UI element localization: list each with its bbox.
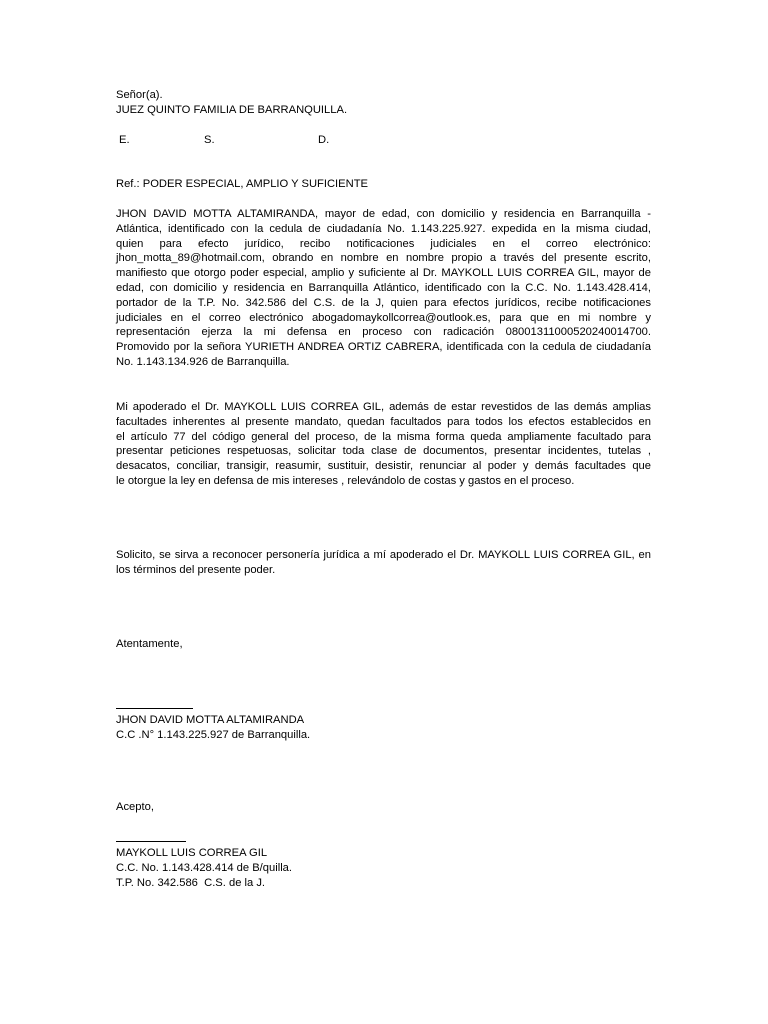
closing: Atentamente,	[116, 638, 183, 650]
paragraph-line: jhon_motta_89@hotmail.com, obrando en nombre en nombre propio a través del presente escrito,	[116, 252, 651, 265]
paragraph-request	[116, 548, 651, 578]
paragraph-line: presentar peticiones respetuosas, solicitar toda clase de documentos, presentar incidentes, tutelas ,	[116, 445, 651, 458]
signature-line	[116, 708, 193, 709]
acceptance-label-block	[116, 800, 651, 815]
attorney-signature-block	[116, 841, 651, 890]
paragraph-line: Mi apoderado el Dr. MAYKOLL LUIS CORREA GIL, además de estar revestidos de las demás amplias	[116, 401, 651, 413]
attorney-name: MAYKOLL LUIS CORREA GIL	[116, 847, 268, 859]
salutation: Señor(a).	[116, 89, 163, 101]
paragraph-line: representación ejerza la mi defensa en proceso con radicación 08001311000520240014700.	[116, 326, 651, 339]
esd-e: E.	[119, 134, 130, 146]
paragraph-line: Promovido por la señora YURIETH ANDREA ORTIZ CABRERA, identificada con la cedula de ciudadanía	[116, 341, 651, 354]
paragraph-line: judiciales en el correo electrónico abogadomaykollcorrea@outlook.es, para que en mi nombre y	[116, 311, 651, 324]
paragraph-line: edad, con domicilio y residencia en Barranquilla Atlántico, identificado con la C.C. No. 1.143.428.414,	[116, 281, 651, 294]
paragraph-line: facultades inherentes al presente mandato, quedan facultados para todos los efectos establecidos en	[116, 415, 651, 428]
paragraph-line: Atlántica, identificado con la cedula de ciudadanía No. 1.143.225.927. expedida en la misma ciudad,	[116, 222, 651, 235]
esd-s: S.	[204, 134, 215, 146]
addressee-block	[116, 88, 651, 118]
esd-d: D.	[318, 134, 330, 146]
paragraph-line: quien para efecto jurídico, recibo notificaciones judiciales en el correo electrónico:	[116, 237, 651, 250]
paragraph-line: No. 1.143.134.926 de Barranquilla.	[116, 355, 290, 368]
attorney-id: C.C. No. 1.143.428.414 de B/quilla.	[116, 861, 293, 874]
grantor-name: JHON DAVID MOTTA ALTAMIRANDA	[116, 714, 305, 726]
signature-line	[116, 841, 186, 842]
grantor-signature-block	[116, 708, 651, 743]
paragraph-line: desacatos, conciliar, transigir, reasumir, sustituir, desistir, renunciar al poder y demás facultades que	[116, 460, 651, 473]
recipient: JUEZ QUINTO FAMILIA DE BARRANQUILLA.	[116, 103, 348, 116]
paragraph-line: portador de la T.P. No. 342.586 del C.S. de la J, quien para efectos jurídicos, recibe notificaciones	[116, 296, 651, 309]
attorney-tp: T.P. No. 342.586 C.S. de la J.	[116, 876, 266, 889]
paragraph-line: manifiesto que otorgo poder especial, amplio y suficiente al Dr. MAYKOLL LUIS CORREA GIL, mayor de	[116, 267, 651, 280]
grantor-id: C.C .N° 1.143.225.927 de Barranquilla.	[116, 728, 311, 741]
paragraph-line: Solicito, se sirva a reconocer personería jurídica a mí apoderado el Dr. MAYKOLL LUIS CORREA GIL, en	[116, 549, 651, 561]
paragraph-line: los términos del presente poder.	[116, 563, 276, 576]
closing-block	[116, 637, 651, 652]
paragraph-grant	[116, 207, 651, 370]
paragraph-line: le otorgue la ley en defensa de mis intereses , relevándolo de costas y gastos en el proceso.	[116, 474, 575, 487]
paragraph-line: JHON DAVID MOTTA ALTAMIRANDA, mayor de edad, con domicilio y residencia en Barranquilla -	[116, 208, 651, 220]
esd-line	[116, 133, 376, 148]
acceptance-label: Acepto,	[116, 801, 154, 813]
reference: Ref.: PODER ESPECIAL, AMPLIO Y SUFICIENTE	[116, 178, 369, 190]
reference-block	[116, 177, 651, 192]
paragraph-line: el artículo 77 del código general del proceso, de la misma forma queda ampliamente facultado para	[116, 430, 651, 443]
paragraph-powers	[116, 400, 651, 489]
